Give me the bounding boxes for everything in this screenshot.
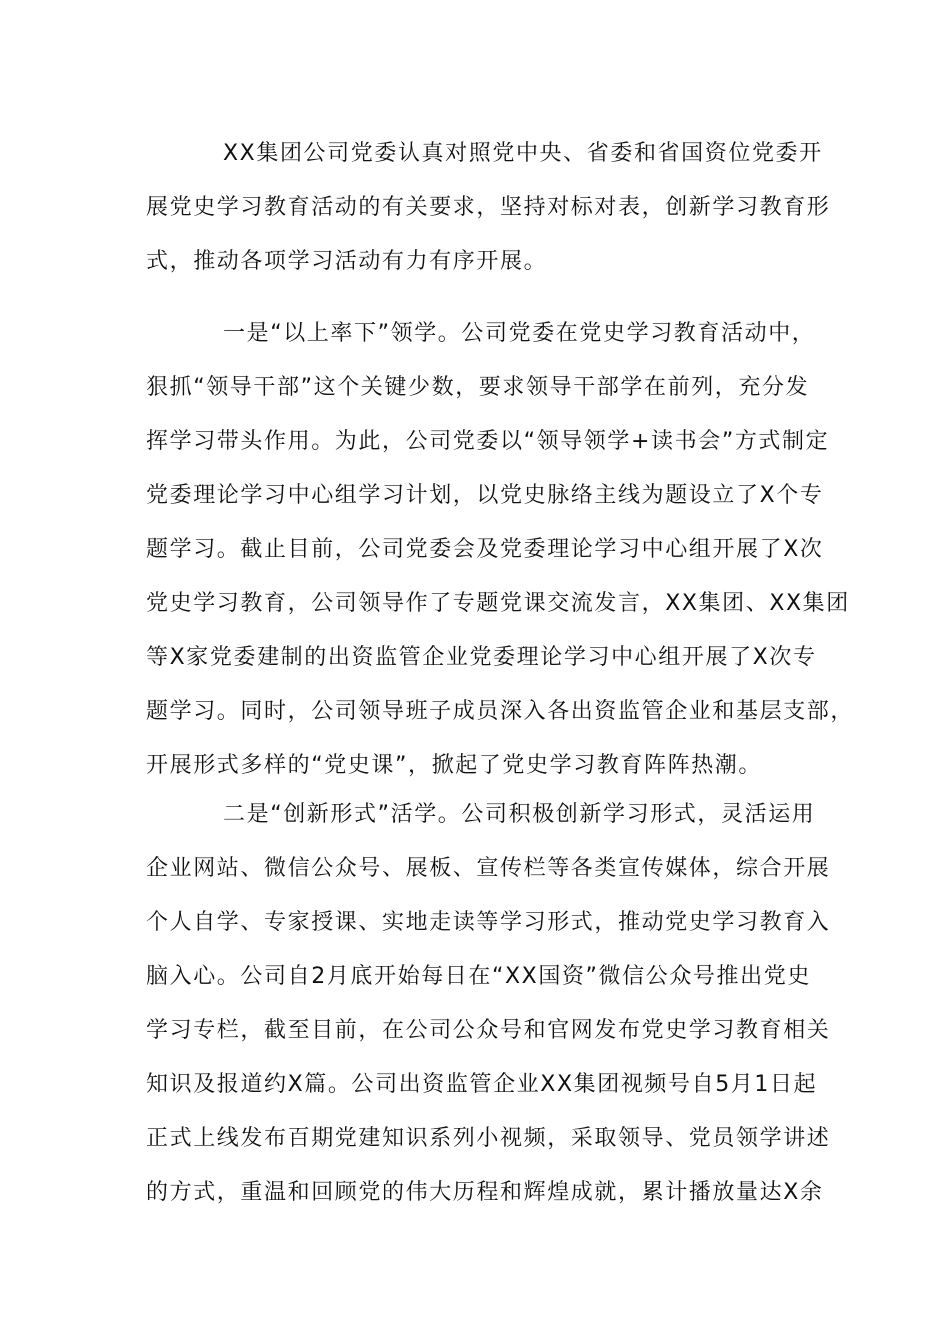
text-line: 正式上线发布百期党建知识系列小视频，采取领导、党员领学讲述 [146,1126,831,1151]
paragraph-point-one [146,318,855,804]
text-line: 学习专栏，截至目前，在公司公众号和官网发布党史学习教育相关 [146,1018,831,1043]
text-line: 党史学习教育，公司领导作了专题党课交流发言，XX集团、XX集团 [146,591,850,616]
text-line: 个人自学、专家授课、实地走读等学习形式，推动党史学习教育入 [146,910,831,935]
text-line: 挥学习带头作用。为此，公司党委以“领导领学+读书会”方式制定 [146,429,830,454]
paragraph-point-two [146,799,831,1231]
text-line: 党委理论学习中心组学习计划，以党史脉络主线为题设立了X个专 [146,483,824,508]
text-line: 开展形式多样的“党史课”，掀起了党史学习教育阵阵热潮。 [146,753,762,778]
paragraph-intro [146,138,831,300]
text-line: 的方式，重温和回顾党的伟大历程和辉煌成就，累计播放量达X余 [146,1180,824,1205]
text-line: 狠抓“领导干部”这个关键少数，要求领导干部学在前列，充分发 [146,375,810,400]
text-line: 式，推动各项学习活动有力有序开展。 [146,249,548,274]
text-line: 知识及报道约X篇。公司出资监管企业XX集团视频号自5月1日起 [146,1072,818,1097]
text-line: 企业网站、微信公众号、展板、宣传栏等各类宣传媒体，综合开展 [146,856,831,881]
text-line: 等X家党委建制的出资监管企业党委理论学习中心组开展了X次专 [146,645,817,670]
text-line: XX集团公司党委认真对照党中央、省委和省国资位党委开 [223,141,823,166]
text-line: 题学习。同时，公司领导班子成员深入各出资监管企业和基层支部， [146,699,855,724]
text-line: 脑入心。公司自2月底开始每日在“XX国资”微信公众号推出党史 [146,964,811,989]
text-line: 展党史学习教育活动的有关要求，坚持对标对表，创新学习教育形 [146,195,831,220]
text-line: 题学习。截止目前，公司党委会及党委理论学习中心组开展了X次 [146,537,824,562]
text-line: 一是“以上率下”领学。公司党委在党史学习教育活动中， [223,321,816,346]
text-line: 二是“创新形式”活学。公司积极创新学习形式，灵活运用 [223,802,816,827]
